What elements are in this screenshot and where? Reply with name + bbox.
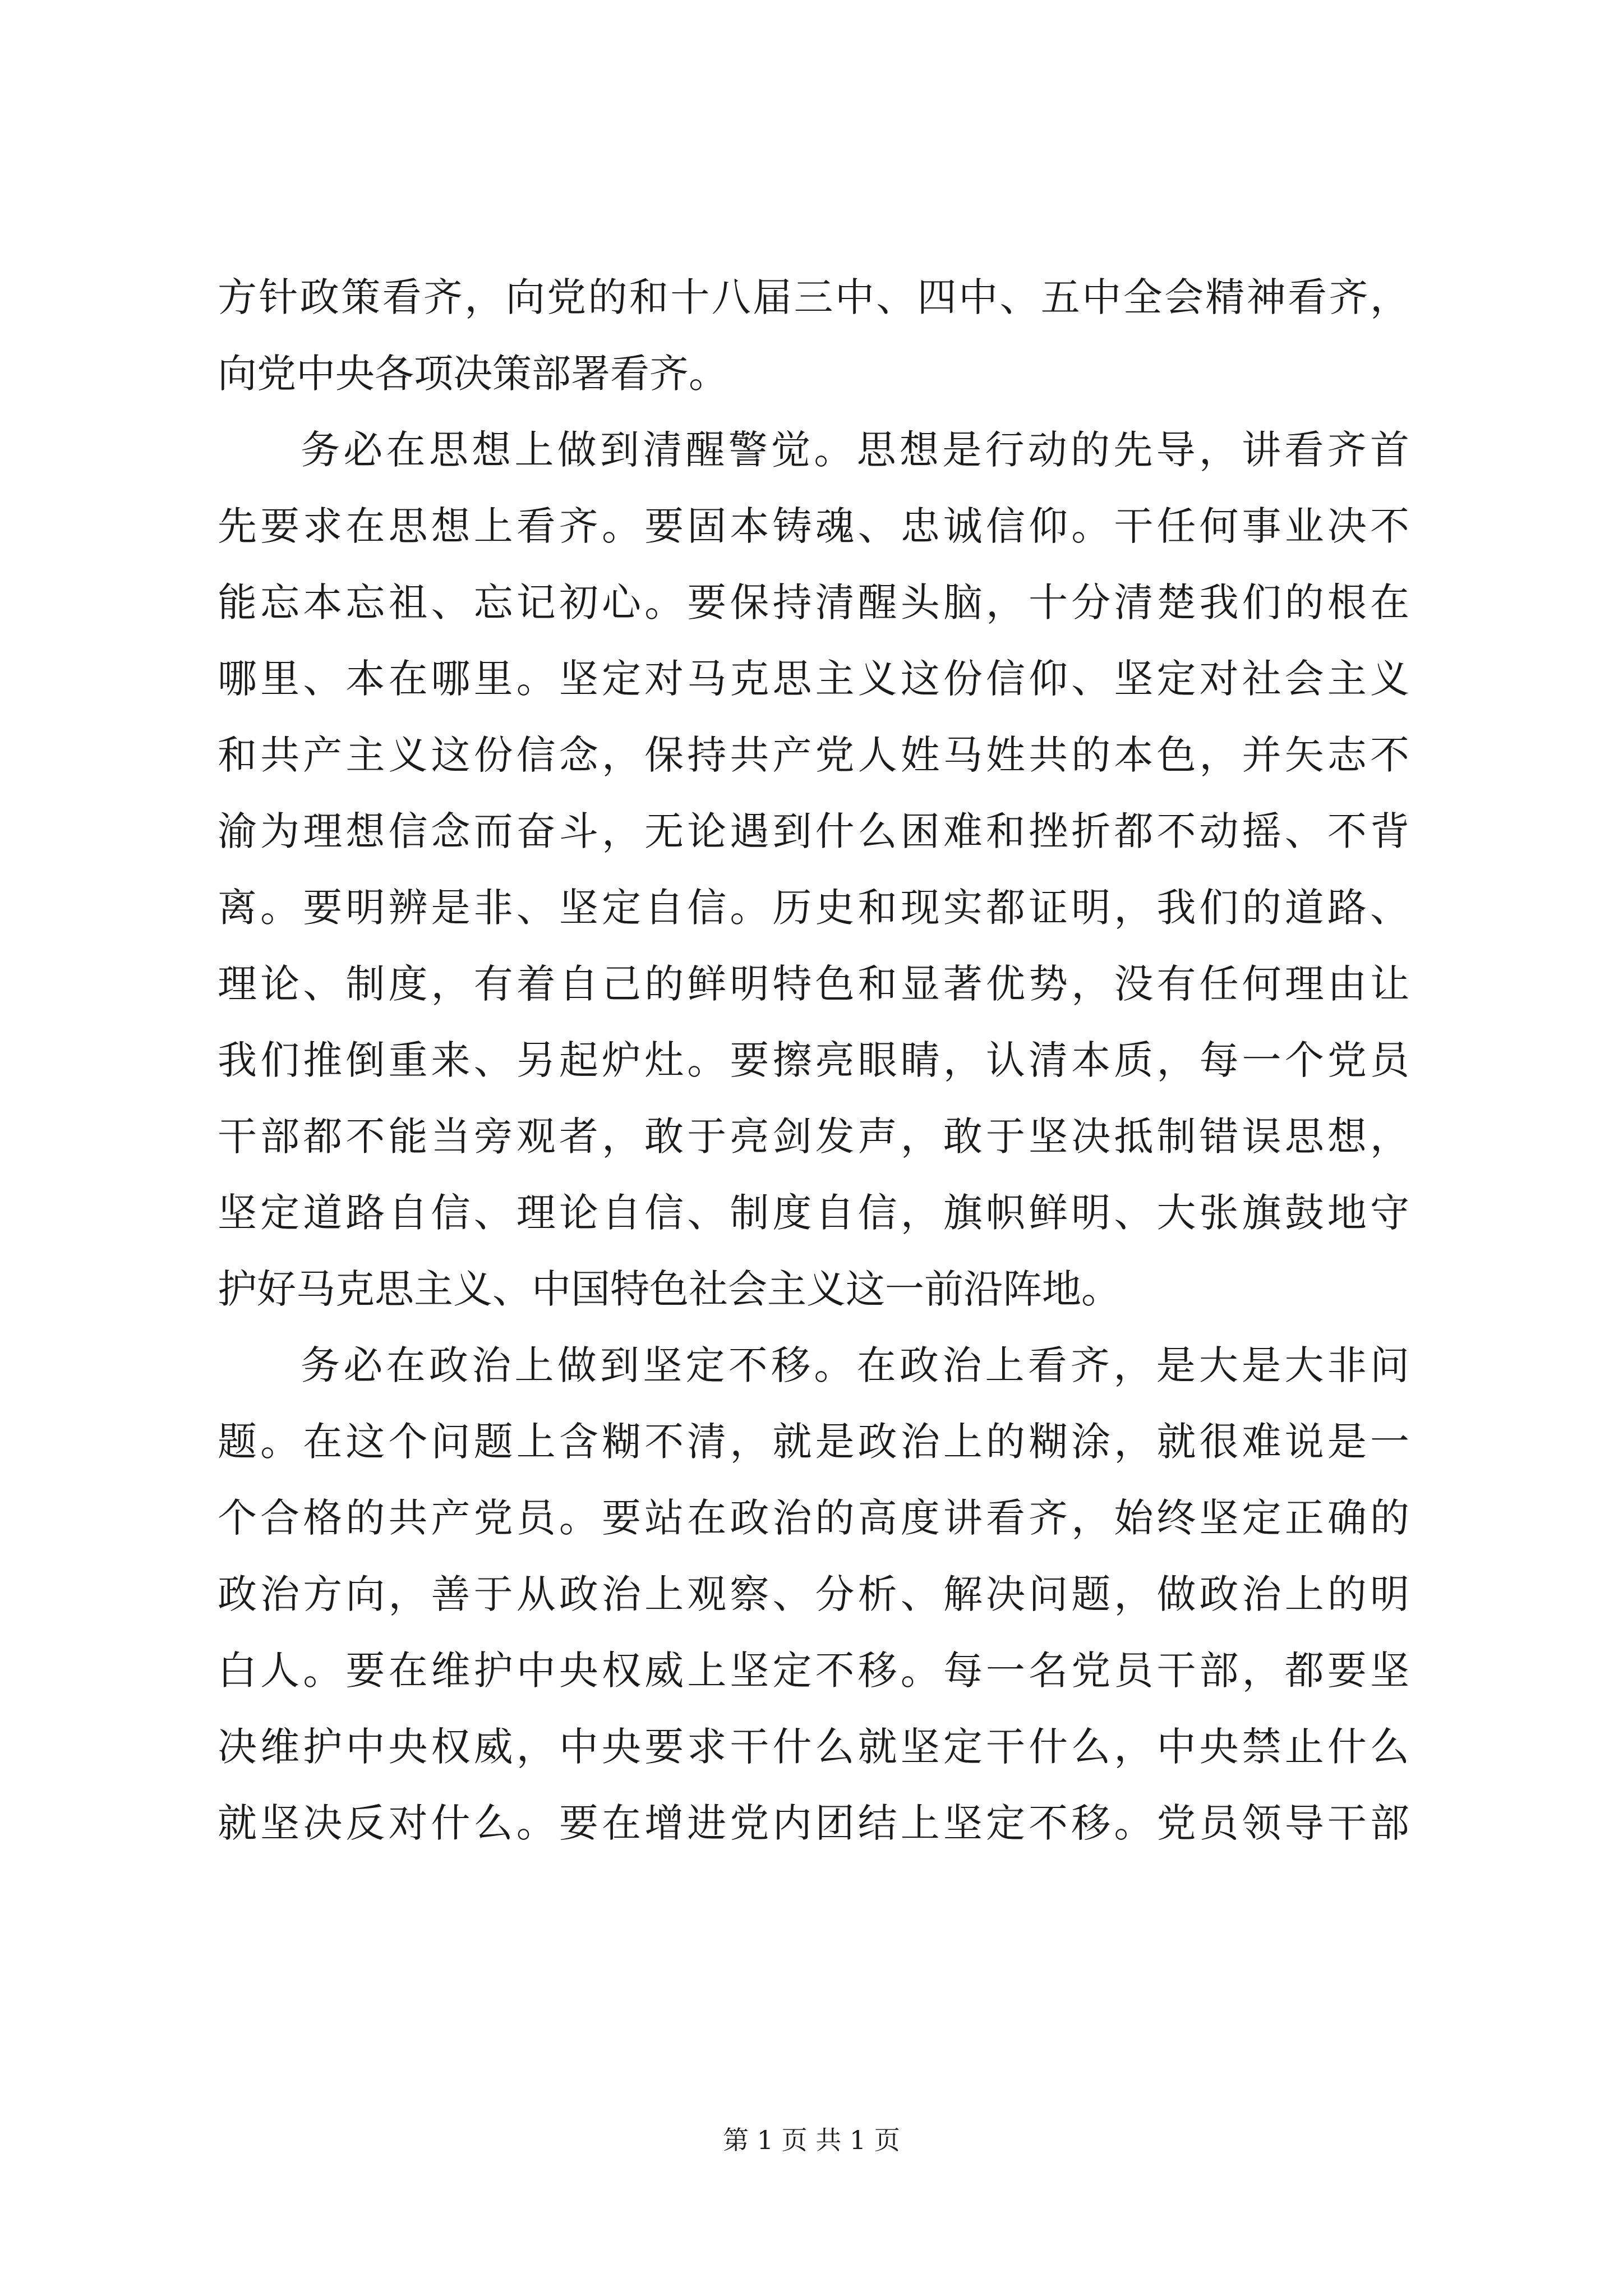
- text-line: 方针政策看齐，向党的和十八届三中、四中、五中全会精神看齐，: [218, 274, 1409, 320]
- text-line: 向党中央各项决策部署看齐。: [218, 351, 728, 397]
- text-line: 渝为理想信念而奋斗，无论遇到什么困难和挫折都不动摇、不背: [218, 808, 1409, 854]
- text-line: 哪里、本在哪里。坚定对马克思主义这份信仰、坚定对社会主义: [218, 656, 1409, 702]
- paragraph-first-line: 务必在思想上做到清醒警觉。思想是行动的先导，讲看齐首: [301, 427, 1409, 473]
- text-line: 决维护中央权威，中央要求干什么就坚定干什么，中央禁止什么: [218, 1724, 1409, 1770]
- text-line: 干部都不能当旁观者，敢于亮剑发声，敢于坚决抵制错误思想，: [218, 1114, 1409, 1159]
- text-line: 理论、制度，有着自己的鲜明特色和显著优势，没有任何理由让: [218, 961, 1409, 1007]
- text-line: 就坚决反对什么。要在增进党内团结上坚定不移。党员领导干部: [218, 1800, 1409, 1846]
- text-line: 政治方向，善于从政治上观察、分析、解决问题，做政治上的明: [218, 1571, 1409, 1617]
- text-line: 白人。要在维护中央权威上坚定不移。每一名党员干部，都要坚: [218, 1648, 1409, 1694]
- body-text: [218, 259, 1409, 1861]
- page-number-label: 第 1 页 共 1 页: [723, 2125, 900, 2155]
- text-line: 个合格的共产党员。要站在政治的高度讲看齐，始终坚定正确的: [218, 1495, 1409, 1541]
- text-line: 能忘本忘祖、忘记初心。要保持清醒头脑，十分清楚我们的根在: [218, 579, 1409, 625]
- text-line: 和共产主义这份信念，保持共产党人姓马姓共的本色，并矢志不: [218, 732, 1409, 778]
- text-line: 题。在这个问题上含糊不清，就是政治上的糊涂，就很难说是一: [218, 1419, 1409, 1465]
- text-line: 我们推倒重来、另起炉灶。要擦亮眼睛，认清本质，每一个党员: [218, 1037, 1409, 1083]
- text-line: 护好马克思主义、中国特色社会主义这一前沿阵地。: [218, 1266, 1121, 1312]
- paragraph-first-line: 务必在政治上做到坚定不移。在政治上看齐，是大是大非问: [301, 1342, 1409, 1388]
- page-footer: [0, 2123, 1623, 2157]
- text-line: 先要求在思想上看齐。要固本铸魂、忠诚信仰。干任何事业决不: [218, 503, 1409, 549]
- text-line: 坚定道路自信、理论自信、制度自信，旗帜鲜明、大张旗鼓地守: [218, 1190, 1409, 1236]
- text-line: 离。要明辨是非、坚定自信。历史和现实都证明，我们的道路、: [218, 885, 1409, 931]
